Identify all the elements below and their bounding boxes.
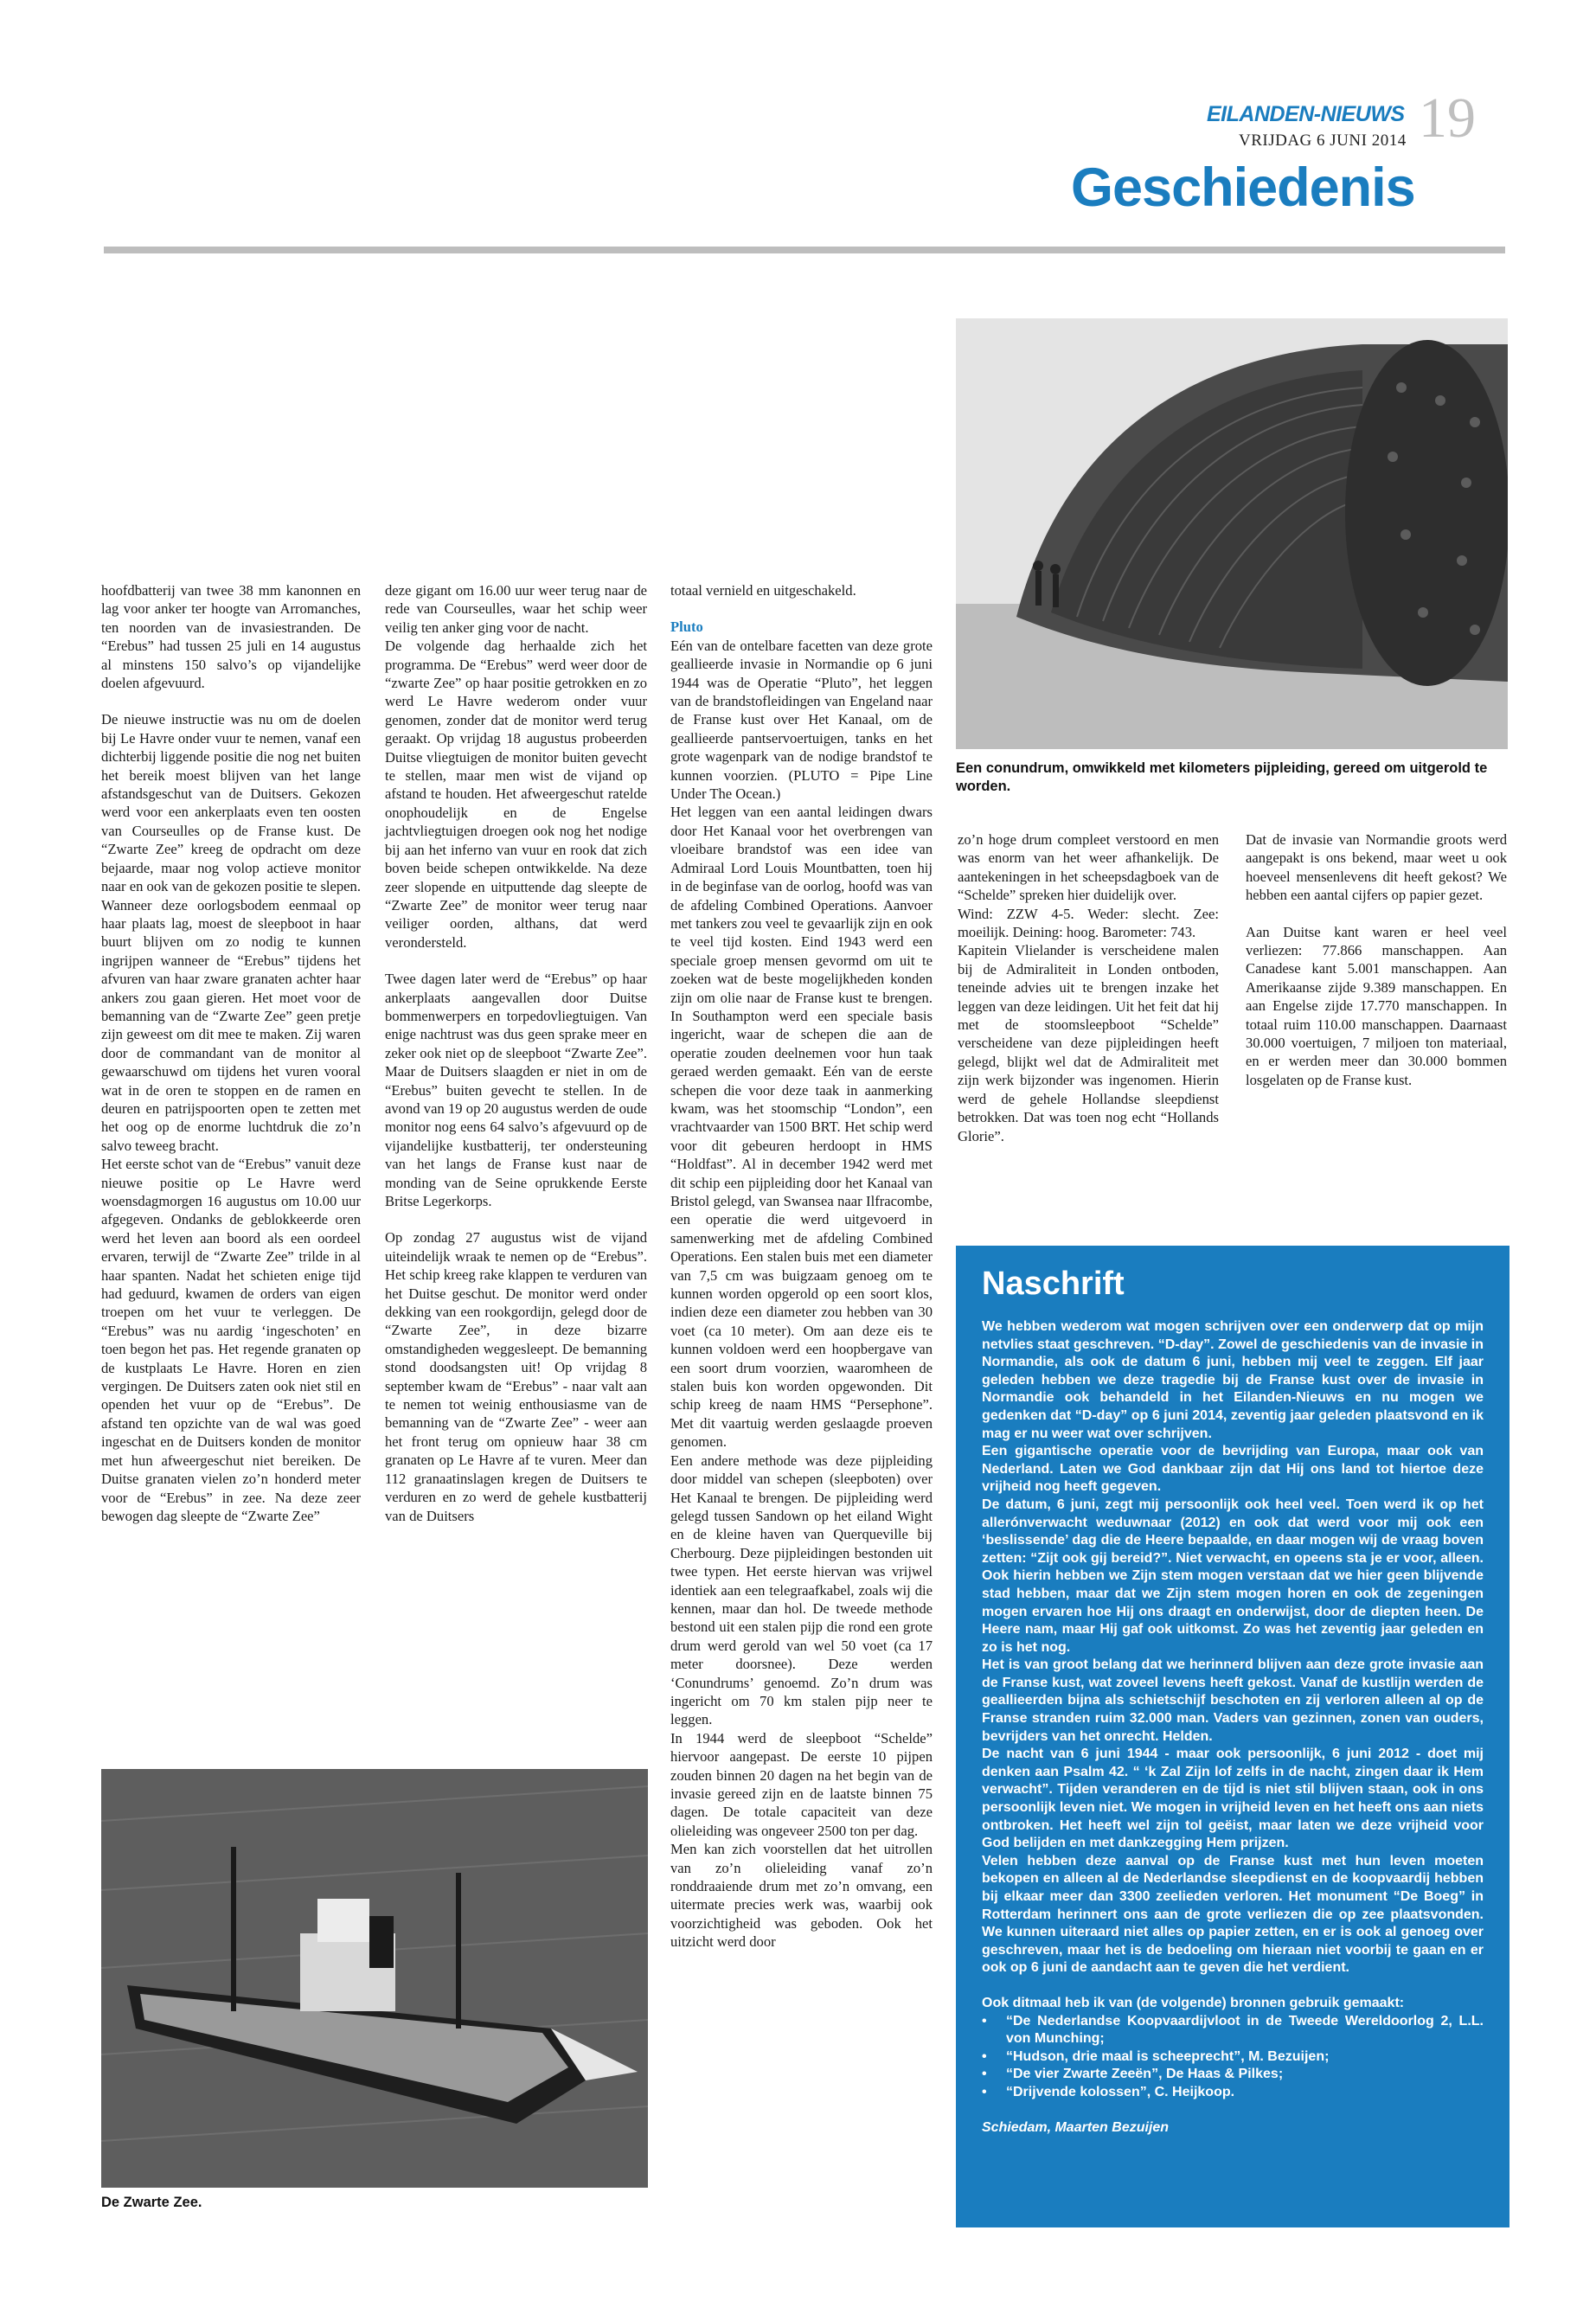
bullet-icon: • bbox=[982, 2013, 987, 2029]
article-column-1 bbox=[101, 581, 361, 1525]
list-item: • “De Nederlandse Koopvaardijvloot in de Tweede Wereldoorlog 2, L.L. von Munching; bbox=[982, 2013, 1484, 2047]
list-item: • “Drijvende kolossen”, C. Heijkoop. bbox=[982, 2084, 1484, 2102]
paragraph: In 1944 werd de sleepboot “Schelde” hiervoor aangepast. De eerste 10 pijpen zouden binnen 20 dagen na het begin van de invasie gereed zijn en de laatste binnen 75 dagen. De totale capaciteit van deze olieleiding was ongeveer 2500 ton per dag. bbox=[670, 1729, 933, 1839]
paragraph: Kapitein Vlielander is verscheidene malen bij de Admiraliteit in Londen ontboden, teneinde advies uit te brengen inzake het leggen van deze leidingen. Uit het feit dat hij met de stoomsleepboot “Schelde” verscheidene van deze pijpleidingen heeft gelegd, blijkt wel dat de Admiraliteit met zijn werk bijzonder was ingenomen. Hierin werd de gehele Hollandse sleepdienst betrokken. Dat was toen nog echt “Hollands Glorie”. bbox=[958, 942, 1219, 1144]
naschrift-box bbox=[956, 1246, 1509, 2227]
article-column-2 bbox=[385, 581, 647, 1525]
issue-date: VRIJDAG 6 JUNI 2014 bbox=[1239, 131, 1407, 150]
conundrum-photo bbox=[956, 318, 1508, 749]
paragraph: Een gigantische operatie voor de bevrijding van Europa, maar ook van Nederland. Laten we God dankbaar zijn dat Hij ons land tot hiertoe deze vrijheid nog heeft gegeven. bbox=[982, 1444, 1484, 1495]
ship-illustration bbox=[101, 1769, 648, 2188]
list-item: • “De vier Zwarte Zeeën”, De Haas & Pilkes; bbox=[982, 2066, 1484, 2084]
paragraph: Twee dagen later werd de “Erebus” op haar ankerplaats aangevallen door Duitse bommenwerpers en torpedovliegtuigen. Van enige nachtrust was dus geen sprake meer en zeker ook niet op de sleepboot “Zwarte Zee”. Maar de Duitsers slaagden er niet in om de “Erebus” buiten gevecht te stellen. In de avond van 19 op 20 augustus werden de oude monitor nog eens 64 salvo’s afgevuurd op de vijandelijke kustbatterij, ter ondersteuning van het langs de Franse kust naar de monding van de Seine oprukkende Eerste Britse Legerkorps. bbox=[385, 971, 647, 1209]
sources-list bbox=[982, 2013, 1484, 2102]
bullet-icon: • bbox=[982, 2084, 987, 2099]
paragraph: Dat de invasie van Normandie groots werd aangepakt is ons bekend, maar weet u ook hoeveel mensenlevens dit heeft gekost? We hebben een aantal cijfers op papier gezet. bbox=[1246, 831, 1507, 904]
paragraph: Men kan zich voorstellen dat het uitrollen van zo’n olieleiding vanaf zo’n ronddraaiende drum met zo’n omvang, een uitermate precies werk was, waarbij ook voorzichtigheid was geboden. Ook het uitzicht werd door bbox=[670, 1841, 933, 1951]
paragraph: De nacht van 6 juni 1944 - maar ook persoonlijk, 6 juni 2012 - doet mij denken aan Psalm 42. “ ‘k Zal Zijn lof zelfs in de nacht, zingen daar ik Hem verwacht”. Tijden veranderen en de tijd is niet stil blijven staan, ook in ons persoonlijk leven niet. We mogen in vrijheid leven en het heeft ons aan niets ontbroken. Het heeft wel zijn tol geëist, maar laten we deze vrijheid voor God belijden en met dankzegging Hem prijzen. bbox=[982, 1747, 1484, 1851]
paragraph: Aan Duitse kant waren er heel veel verliezen: 77.866 manschappen. Aan Canadese kant 5.001 manschappen. Aan Amerikaanse zijde 9.389 manschappen. En aan Engelse zijde 17.770 manschappen. In totaal ruim 110.00 manschappen. Daarnaast 30.000 voertuigen, 7 miljoen ton materiaal, en er werden meer dan 30.000 bommen losgelaten op de Franse kust. bbox=[1246, 923, 1507, 1088]
paragraph: Het eerste schot van de “Erebus” vanuit deze nieuwe positie op Le Havre werd woensdagmorgen 16 augustus om 10.00 uur afgegeven. Ondanks de geblokkeerde oren werd het leven aan boord als een oordeel ervaren, terwijl de “Zwarte Zee” trilde in al haar spanten. Nadat het schieten enige tijd had geduurd, kwamen de orders van eigen troepen om het vuur te verleggen. De “Erebus” was nu aardig ‘ingeschoten’ en toen begon het pas. Het regende granaten op de kustplaats Le Havre. Horen en zien vergingen. De Duitsers zaten ook niet stil en openden het vuur op de “Erebus”. De afstand ten opzichte van de wal was goed ingeschat en de Duitsers konden de monitor met hun afweergeschut niet bereiken. De Duitse granaten vielen zo’n honderd meter voor de “Erebus” in zee. Na deze zeer bewogen dag sleepte de “Zwarte Zee” bbox=[101, 1156, 361, 1524]
paragraph: zo’n hoge drum compleet verstoord en men was enorm van het weer afhankelijk. De aantekeningen in het scheepsdagboek van de “Schelde” spreken hier duidelijk over. bbox=[958, 831, 1219, 904]
ship-caption: De Zwarte Zee. bbox=[101, 2195, 202, 2210]
list-item: • “Hudson, drie maal is scheeprecht”, M. Bezuijen; bbox=[982, 2048, 1484, 2067]
author-signature: Schiedam, Maarten Bezuijen bbox=[982, 2119, 1170, 2135]
bullet-icon: • bbox=[982, 2048, 987, 2064]
paragraph: Het leggen van een aantal leidingen dwars door Het Kanaal voor het overbrengen van vloeibare brandstof was een idee van Admiraal Lord Louis Mountbatten, toen hij in de beginfase van de oorlog, hoofd was van de afdeling Combined Operations. Aanvoer met tankers zou veel te gevaarlijk zijn en ook te veel tijd kosten. Eind 1943 werd een speciale groep mensen gevormd om uit te zoeken wat de beste mogelijkheden konden zijn om olie naar de Franse kust te brengen. In Southampton werd een speciale basis ingericht, waar de schepen die aan de operatie zouden deelnemen voor hun taak geraed werden gemaakt. Eén van de eerste schepen die voor deze taak in aanmerking kwam, was het stoomschip “London”, een vrachtvaarder van 1500 BRT. Het schip werd voor dit gebeuren herdoopt in HMS “Holdfast”. Al in december 1942 werd met dit schip een pijpleiding door het Kanaal van Bristol gelegd, van Swansea naar Ilfracombe, een operatie die werd uitgevoerd in samenwerking met de afdeling Combined Operations. Een stalen buis met een diameter van 7,5 cm was buigzaam genoeg om te kunnen worden opgerold op een soort klos, indien deze een diameter zou hebben van 30 voet (ca 10 meter). Om aan deze eis te kunnen voldoen werd een hoopbergave van een soort drum voorzien, waaromheen de stalen buis kon worden opgewonden. Dit schip kreeg de naam HMS “Persephone”. Met dit vaartuig werden geslaagde proeven genomen. bbox=[670, 804, 933, 1451]
ship-photo bbox=[101, 1769, 648, 2188]
naschrift-body bbox=[982, 1318, 1484, 2137]
section-title: Geschiedenis bbox=[1071, 157, 1415, 218]
paragraph: De volgende dag herhaalde zich het programma. De “Erebus” werd weer door de “zwarte Zee” op haar positie getrokken en zo werd Le Havre wederom onder vuur genomen, zonder dat de monitor werd terug geraakt. Op vrijdag 18 augustus probeerden Duitse vliegtuigen de monitor buiten gevecht te stellen, maar men wist de vijand op afstand te houden. Het afweergeschut ratelde onophoudelijk en de Engelse jachtvliegtuigen droegen ook nog het nodige bij aan het inferno van vuur en rook dat zich boven beide schepen ontwikkelde. Na deze zeer slopende en uitputtende dag sleepte de “Zwarte Zee” de monitor weer terug naar veiliger oorden, althans, dat werd verondersteld. bbox=[385, 638, 647, 951]
sources-intro: Ook ditmaal heb ik van (de volgende) bronnen gebruik gemaakt: bbox=[982, 1995, 1405, 2010]
paragraph: Eén van de ontelbare facetten van deze grote geallieerde invasie in Normandie op 6 juni 1944 was de Operatie “Pluto”, het leggen van de brandstofleidingen van Engeland naar de Franse kust over Het Kanaal, om de geallieerde pantservoertuigen, tanks en het grote wagenpark van de nodige brandstof te kunnen voorzien. (PLUTO = Pipe Line Under The Ocean.) bbox=[670, 637, 933, 803]
conundrum-caption: Een conundrum, omwikkeld met kilometers pijpleiding, gereed om uitgerold te worden. bbox=[956, 760, 1488, 794]
paragraph: totaal vernield en uitgeschakeld. bbox=[670, 582, 856, 599]
article-column-5 bbox=[1246, 830, 1507, 1089]
paragraph: Wind: ZZW 4-5. Weder: slecht. Zee: moeilijk. Deining: hoog. Barometer: 743. bbox=[958, 905, 1219, 941]
paragraph: Het is van groot belang dat we herinnerd blijven aan deze grote invasie aan de Franse kust, wat zoveel levens heeft gekost. Vanaf de kustlijn werden de geallieerden bijna als schietschijf beschoten en zij verloren alleen al op de Franse stranden ruim 32.000 man. Vaders van gezinnen, zonen van ouders, bevrijders van het onrecht. Helden. bbox=[982, 1657, 1484, 1744]
paragraph: De nieuwe instructie was nu om de doelen bij Le Havre onder vuur te nemen, vanaf een dichterbij liggende positie die nog net buiten het bereik moest blijven van het lange afstandsgeschut van de Duitsers. Gekozen werd voor een ankerplaats even ten oosten van Courseulles op de Franse kust. De “Zwarte Zee” kreeg de opdracht om deze bejaarde, maar nog volop actieve monitor naar en ook van de gekozen positie te slepen. Wanneer deze oorlogsbodem eenmaal op haar plaats lag, moest de sleepboot in haar buurt blijven om zo nodig te kunnen ingrijpen wanneer de “Erebus” tijdens het afvuren van haar zware granaten achter haar ankers zou gaan gieren. Het moet voor de bemanning van de “Zwarte Zee” geen pretje zijn geweest om dit mee te maken. Zij waren door de commandant van de monitor al gewaarschuwd om tijdens het vuren vooral wat in de oren te stoppen en de ramen en deuren en patrijspoorten open te zetten met het oog op de enorme luchtdruk die zo’n salvo teweeg bracht. bbox=[101, 711, 361, 1154]
paragraph: Velen hebben deze aanval op de Franse kust met hun leven moeten bekopen en alleen al de Nederlandse sleepdienst en de koopvaardij hebben bij elkaar meer dan 3300 zeelieden verloren. Het monument “De Boeg” in Rotterdam herinnert ons aan de grote verliezen die op zee plaatsvonden. We kunnen uiteraard niet alles op papier zetten, en er is ook al genoeg over geschreven, maar het is de bedoeling om hieraan niet voorbij te gaan en er ook op 6 juni de aandacht aan te geven die het verdient. bbox=[982, 1853, 1484, 1976]
bullet-icon: • bbox=[982, 2067, 987, 2082]
article-column-3 bbox=[670, 581, 933, 1952]
article-column-4 bbox=[958, 830, 1219, 1145]
newspaper-logo: EILANDEN-NIEUWS bbox=[1207, 102, 1405, 126]
header-divider bbox=[104, 247, 1505, 253]
paragraph: deze gigant om 16.00 uur weer terug naar de rede van Courseulles, waar het schip weer veilig ten anker ging voor de nacht. bbox=[385, 582, 647, 636]
naschrift-title: Naschrift bbox=[982, 1266, 1125, 1302]
paragraph: De datum, 6 juni, zegt mij persoonlijk ook heel veel. Toen werd ik op het allerónverwacht weduwnaar (2012) en ook dat werd voor mij ook een ‘beslissende’ dag die de Heere bepaalde, en daar mogen wij de vraag boven zetten: “Zijt ook gij bereid?”. Niet verwacht, en opeens sta je er voor, alleen. Ook hierin hebben we Zijn stem mogen verstaan dat we hier geen blijvende stad hebben, maar dat we Zijn stem mogen horen en ook de zegeningen mogen ervaren hoe Hij ons draagt en onderwijst, door de diepten heen. De Heere nam, maar Hij gaf ook uitkomst. Zo was het zeventig jaar geleden en zo is het nog. bbox=[982, 1497, 1484, 1655]
paragraph: We hebben wederom wat mogen schrijven over een onderwerp dat op mijn netvlies staat geschreven. “D-day”. Zowel de geschiedenis van de invasie in Normandie, als ook de datum 6 juni, hebben mij veel te zeggen. Elf jaar geleden hebben we deze tragedie bij de Franse kust over de invasie in Normandie ook behandeld in het Eilanden-Nieuws en nu mogen we gedenken dat “D-day” op 6 juni 2014, zeventig jaar geleden plaatsvond en ik mag er nu weer wat over schrijven. bbox=[982, 1319, 1484, 1441]
page-number: 19 bbox=[1419, 87, 1476, 150]
subheading-pluto: Pluto bbox=[670, 619, 703, 636]
paragraph: Een andere methode was deze pijpleiding door middel van schepen (sleepboten) over Het Kanaal te brengen. De pijpleiding werd gelegd tussen Sandown op het eiland Wight en de kleine haven van Querqueville bij Cherbourg. Deze pijpleidingen bestonden uit twee typen. Het eerste hiervan was vrijwel identiek aan een telegraafkabel, zoals wij die kennen, maar dan hol. De tweede methode bestond uit een stalen pijp die rond een grote drum werd gerold van wel 50 voet (ca 17 meter doorsnee). Deze werden ‘Conundrums’ genoemd. Zo’n drum was ingericht om 70 km stalen pijp neer te leggen. bbox=[670, 1452, 933, 1728]
paragraph: hoofdbatterij van twee 38 mm kanonnen en lag voor anker ter hoogte van Arromanches, ten noorden van de invasiestranden. De “Erebus” had tussen 25 juli en 14 augustus al minstens 150 salvo’s op vijandelijke doelen afgevuurd. bbox=[101, 582, 361, 692]
conundrum-illustration bbox=[956, 318, 1508, 749]
paragraph: Op zondag 27 augustus wist de vijand uiteindelijk wraak te nemen op de “Erebus”. Het schip kreeg rake klappen te verduren van het Duitse geschut. De monitor werd onder dekking van een rookgordijn, gelegd door de “Zwarte Zee”, in deze bizarre omstandigheden weggesleept. De bemanning stond doodsangsten uit! Op vrijdag 8 september kwam de “Erebus” - naar valt aan te nemen tot weinig enthousiasme van de bemanning van de “Zwarte Zee” - weer aan het front terug om opnieuw haar 38 cm granaten op Le Havre af te vuren. Meer dan 112 granaatinslagen kregen de Duitsers te verduren en zo werd de gehele kustbatterij van de Duitsers bbox=[385, 1229, 647, 1524]
